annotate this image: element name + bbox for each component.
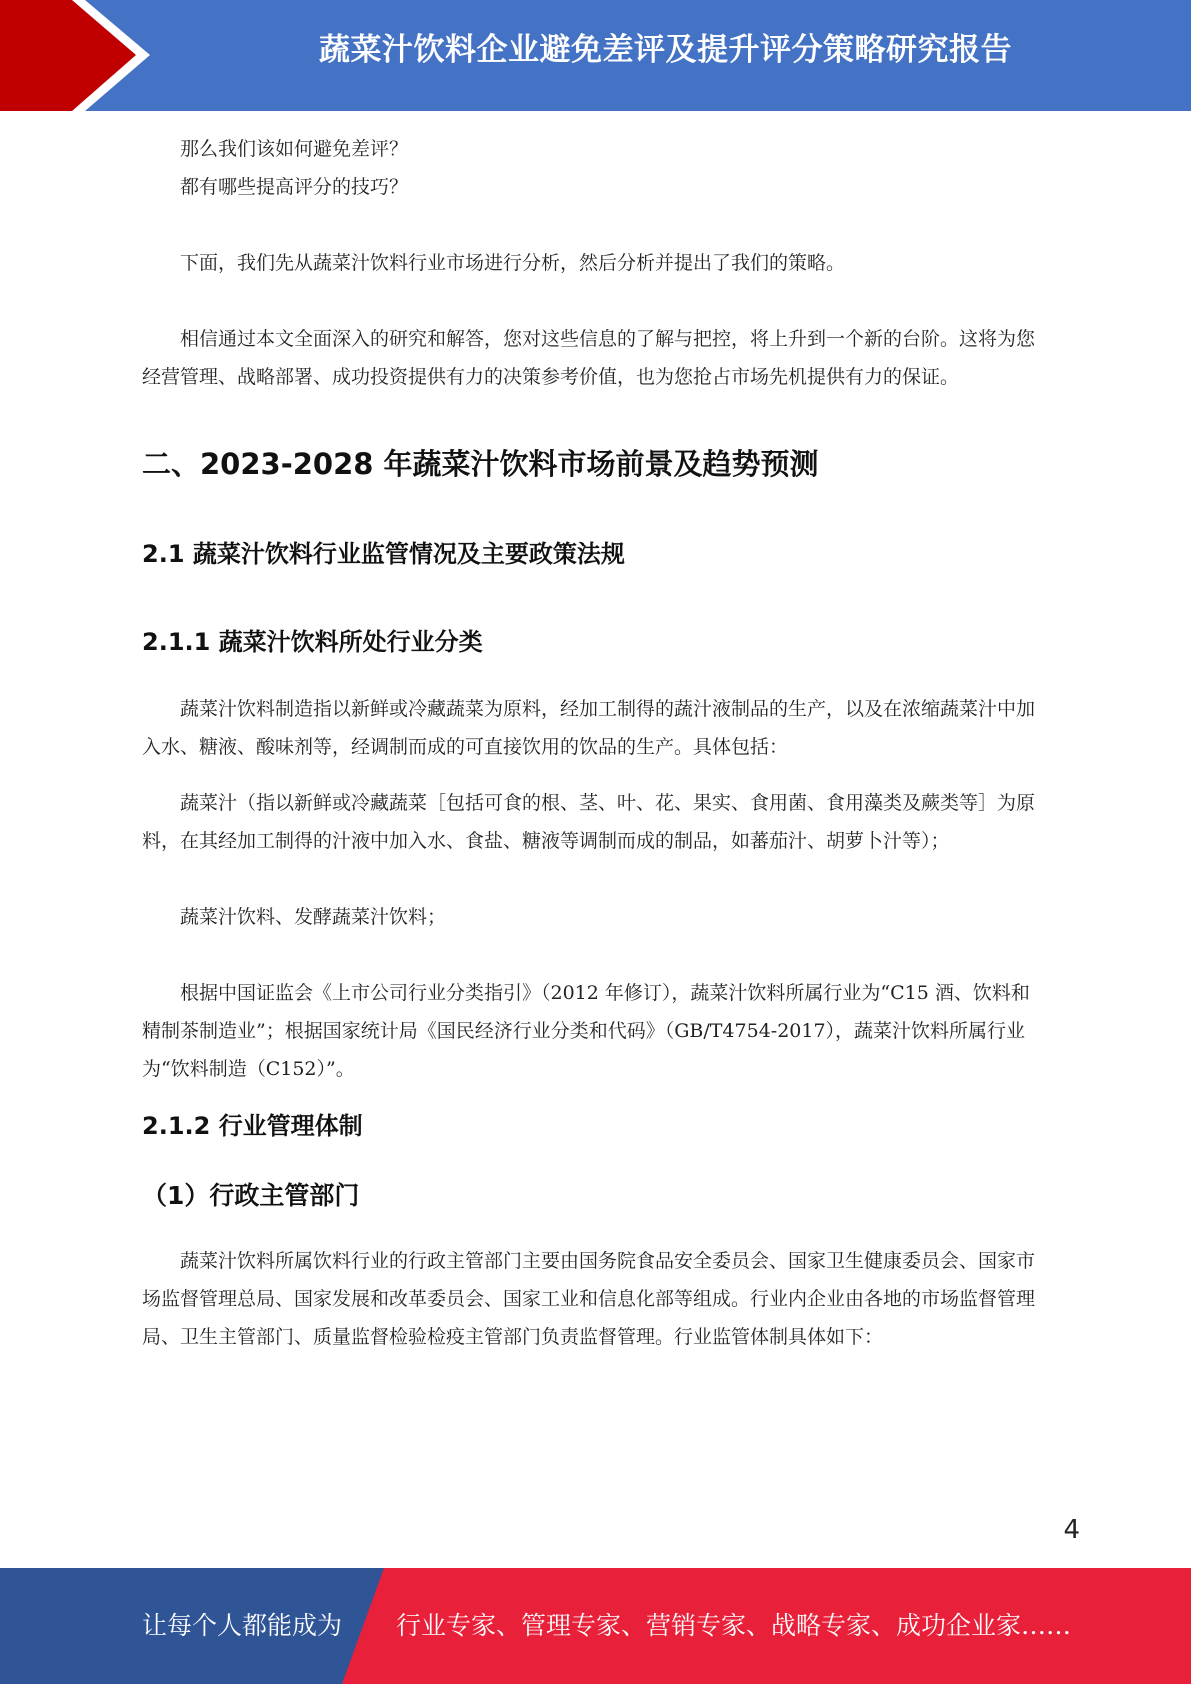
subsection-heading-2-1-1: 2.1.1 蔬菜汁饮料所处行业分类 bbox=[142, 628, 483, 656]
classification-paragraph-3: 蔬菜汁饮料、发酵蔬菜汁饮料； bbox=[180, 906, 447, 928]
footer-slogan-right: 行业专家、管理专家、营销专家、战略专家、成功企业家…… bbox=[396, 1611, 1072, 1640]
classification-paragraph-4: 根据中国证监会《上市公司行业分类指引》（2012 年修订），蔬菜汁饮料所属行业为“C15 酒、饮料和精制茶制造业”；根据国家统计局《国民经济行业分类和代码》（GB/T4754-2017），蔬菜汁饮料所属行业为“饮料制造（C152）”。 bbox=[142, 982, 1030, 1080]
page-content bbox=[142, 130, 1047, 1356]
page-footer bbox=[0, 1568, 1191, 1684]
page-header bbox=[0, 0, 1191, 111]
report-title: 蔬菜汁饮料企业避免差评及提升评分策略研究报告 bbox=[319, 32, 1012, 68]
intro-question-1: 那么我们该如何避免差评？ bbox=[180, 138, 409, 160]
intro-paragraph-2: 相信通过本文全面深入的研究和解答，您对这些信息的了解与把控，将上升到一个新的台阶。这将为您经营管理、战略部署、成功投资提供有力的决策参考价值，也为您抢占市场先机提供有力的保证。 bbox=[142, 328, 1036, 388]
intro-question-2: 都有哪些提高评分的技巧？ bbox=[180, 176, 409, 198]
classification-paragraph-2: 蔬菜汁（指以新鲜或冷藏蔬菜［包括可食的根、茎、叶、花、果实、食用菌、食用藻类及蕨类等］为原料，在其经加工制得的汁液中加入水、食盐、糖液等调制而成的制品，如蕃茄汁、胡萝卜汁等）； bbox=[142, 792, 1036, 852]
subsection-heading-2-1-2: 2.1.2 行业管理体制 bbox=[142, 1112, 363, 1140]
admin-dept-paragraph: 蔬菜汁饮料所属饮料行业的行政主管部门主要由国务院食品安全委员会、国家卫生健康委员会、国家市场监督管理总局、国家发展和改革委员会、国家工业和信息化部等组成。行业内企业由各地的市场监督管理局、卫生主管部门、质量监督检验检疫主管部门负责监督管理。行业监管体制具体如下： bbox=[142, 1250, 1036, 1348]
intro-paragraph-1: 下面，我们先从蔬菜汁饮料行业市场进行分析，然后分析并提出了我们的策略。 bbox=[180, 252, 846, 274]
subsection-heading-2-1: 2.1 蔬菜汁饮料行业监管情况及主要政策法规 bbox=[142, 540, 625, 568]
item-heading-admin-dept: （1）行政主管部门 bbox=[142, 1181, 360, 1210]
section-heading-2: 二、2023-2028 年蔬菜汁饮料市场前景及趋势预测 bbox=[142, 447, 819, 481]
page-number: 4 bbox=[1063, 1515, 1080, 1545]
footer-slogan-left: 让每个人都能成为 bbox=[142, 1611, 343, 1640]
classification-paragraph-1: 蔬菜汁饮料制造指以新鲜或冷藏蔬菜为原料，经加工制得的蔬汁液制品的生产，以及在浓缩蔬菜汁中加入水、糖液、酸味剂等，经调制而成的可直接饮用的饮品的生产。具体包括： bbox=[142, 698, 1036, 758]
header-chevron bbox=[0, 0, 150, 111]
